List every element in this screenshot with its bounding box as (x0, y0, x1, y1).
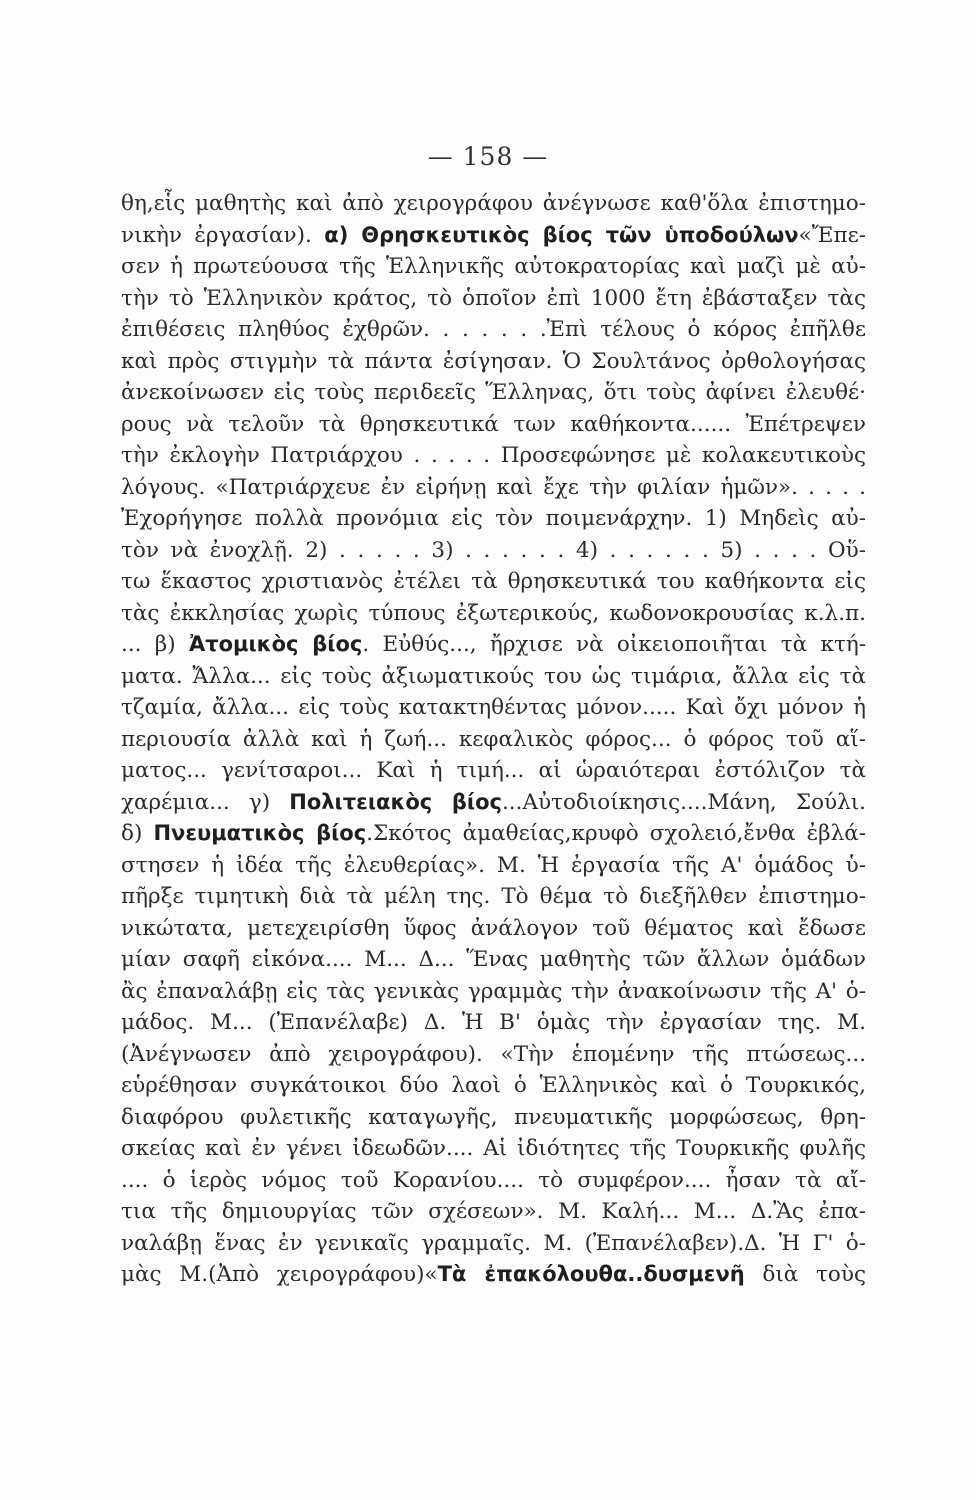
text-run: ...Αὐτοδιοίκησις....Μάνη, Σούλι. (501, 789, 866, 815)
bold-heading: Ἀτομικὸς βίος (188, 632, 363, 656)
text-line (121, 251, 866, 283)
text-run: διαφόρου φυλετικῆς καταγωγῆς, πνευματικῆς μορφώσεως, θρη- (121, 1104, 866, 1130)
text-run: περιουσία ἀλλὰ καὶ ἡ ζωή... κεφαλικὸς φόρος... ὁ φόρος τοῦ αἵ- (121, 726, 866, 752)
text-line (121, 377, 866, 409)
text-line (121, 1228, 866, 1260)
text-run: τια τῆς δημιουργίας τῶν σχέσεων». Μ. Καλή... Μ... Δ.Ἂς ἐπα- (121, 1199, 866, 1224)
text-run: δ) (121, 821, 154, 846)
text-run: «Ἔπε- (798, 222, 866, 248)
text-line (121, 1259, 866, 1291)
text-run: θη,εἷς μαθητὴς καὶ ἀπὸ χειρογράφου ἀνέγνωσε καθ'ὅλα ἐπιστημο- (121, 191, 866, 216)
bold-heading: Τὰ ἐπακόλουθα..δυσμενῆ (437, 1262, 745, 1286)
text-line (121, 881, 866, 913)
text-line (121, 503, 866, 535)
bold-heading: α) Θρησκευτικὸς βίος τῶν ὑποδούλων (324, 222, 799, 247)
text-line (121, 535, 866, 567)
text-line (121, 1007, 866, 1039)
text-run: τω ἕκαστος χριστιανὸς ἐτέλει τὰ θρησκευτικά του καθήκοντα εἰς (121, 569, 866, 594)
text-line (121, 314, 866, 346)
text-run: στησεν ἡ ἰδέα τῆς ἐλευθερίας». Μ. Ἡ ἐργασία τῆς Α' ὁμάδος ὑ- (121, 852, 866, 878)
text-run: ἀνεκοίνωσεν εἰς τοὺς περιδεεῖς Ἕλληνας, ὅτι τοὺς ἀφίνει ἐλευθέ· (121, 380, 866, 405)
text-run: . Εὐθύς..., ἤρχισε νὰ οἰκειοποιῆται τὰ κτή- (362, 632, 866, 657)
text-run: ἂς ἐπαναλάβῃ εἰς τὰς γενικὰς γραμμὰς τὴν ἀνακοίνωσιν τῆς Α' ὁ- (121, 978, 866, 1004)
text-run: ... β) (121, 632, 189, 657)
text-run: νικώτατα, μετεχειρίσθη ὕφος ἀνάλογον τοῦ θέματος καὶ ἔδωσε (121, 915, 866, 941)
text-run: μάδος. Μ... (Ἐπανέλαβε) Δ. Ἡ Β' ὁμὰς τὴν ἐργασίαν της. Μ. (121, 1010, 866, 1035)
text-run: σεν ἡ πρωτεύουσα τῆς Ἑλληνικῆς αὐτοκρατορίας καὶ μαζὶ μὲ αὐ- (121, 254, 866, 279)
text-run: διὰ τοὺς (744, 1262, 866, 1287)
text-run: ἐπιθέσεις πληθύος ἐχθρῶν. . . . . . .Ἐπὶ τέλους ὁ κόρος ἐπῆλθε (121, 317, 866, 342)
page-number: — 158 — (427, 142, 549, 171)
text-line (121, 1039, 866, 1071)
text-line (121, 850, 866, 882)
text-run: μίαν σαφῆ εἰκόνα.... Μ... Δ... Ἕνας μαθητὴς τῶν ἄλλων ὁμάδων (121, 947, 866, 972)
text-run: εὑρέθησαν συγκάτοικοι δύο λαοὶ ὁ Ἑλληνικὸς καὶ ὁ Τουρκικός, (121, 1073, 866, 1098)
text-line (121, 1133, 866, 1165)
text-line (121, 1070, 866, 1102)
text-line (121, 220, 866, 252)
text-line (121, 409, 866, 441)
text-run: .Σκότος ἀμαθείας,κρυφὸ σχολειό,ἔνθα ἐβλά- (366, 821, 866, 846)
text-line (121, 188, 866, 220)
text-run: τζαμία, ἄλλα... εἰς τοὺς κατακτηθέντας μόνον..... Καὶ ὄχι μόνον ἡ (121, 695, 866, 720)
text-line (121, 692, 866, 724)
bold-heading: Πνευματικὸς βίος (153, 821, 367, 845)
text-line (121, 818, 866, 850)
text-line (121, 787, 866, 819)
bold-heading: Πολιτειακὸς βίος (289, 789, 502, 814)
text-line (121, 566, 866, 598)
text-run: χαρέμια... γ) (121, 789, 290, 815)
text-line (121, 976, 866, 1008)
text-line (121, 472, 866, 504)
text-line (121, 440, 866, 472)
text-run: ματα. Ἄλλα... εἰς τοὺς ἀξιωματικούς του ὡς τιμάρια, ἄλλα εἰς τὰ (121, 663, 866, 689)
text-run: σκείας καὶ ἐν γένει ἰδεωδῶν.... Αἱ ἰδιότητες τῆς Τουρκικῆς φυλῆς (121, 1136, 866, 1161)
text-run: .... ὁ ἱερὸς νόμος τοῦ Κορανίου.... τὸ συμφέρον.... ἦσαν τὰ αἴ- (121, 1167, 866, 1193)
text-line (121, 913, 866, 945)
text-run: Ἐχορήγησε πολλὰ προνόμια εἰς τὸν ποιμενάρχην. 1) Μηδεὶς αὐ- (121, 506, 866, 531)
text-line (121, 944, 866, 976)
text-run: ναλάβῃ ἕνας ἐν γενικαῖς γραμμαῖς. Μ. (Ἐπανέλαβεν).Δ. Ἡ Γ' ὁ- (121, 1230, 866, 1256)
text-run: τὸν νὰ ἐνοχλῇ. 2) . . . . . 3) . . . . . . 4) . . . . . . 5) . . . . Οὕ- (121, 537, 866, 563)
text-run: ρους νὰ τελοῦν τὰ θρησκευτικά των καθήκοντα...... Ἐπέτρεψεν (121, 411, 866, 437)
text-line (121, 724, 866, 756)
text-line (121, 598, 866, 630)
text-run: τὴν τὸ Ἑλληνικὸν κράτος, τὸ ὁποῖον ἐπὶ 1000 ἔτη ἐβάσταξεν τὰς (121, 285, 866, 311)
text-line (121, 1102, 866, 1134)
text-line (121, 283, 866, 315)
body-text (121, 188, 866, 1291)
text-line (121, 1165, 866, 1197)
text-line (121, 755, 866, 787)
text-run: ματος... γενίτσαροι... Καὶ ἡ τιμή... αἱ ὡραιότεραι ἐστόλιζον τὰ (121, 758, 866, 783)
text-line (121, 661, 866, 693)
text-line (121, 1196, 866, 1228)
text-run: νικὴν ἐργασίαν). (121, 222, 325, 248)
text-line (121, 346, 866, 378)
text-run: τὰς ἐκκλησίας χωρὶς τύπους ἐξωτερικούς, κωδονοκρουσίας κ.λ.π. (121, 600, 866, 626)
text-run: πῆρξε τιμητικὴ διὰ τὰ μέλη της. Τὸ θέμα τὸ διεξῆλθεν ἐπιστημο- (121, 884, 866, 909)
text-run: (Ἀνέγνωσεν ἀπὸ χειρογράφου). «Τὴν ἑπομένην τῆς πτώσεως... (121, 1041, 866, 1067)
text-run: καὶ πρὸς στιγμὴν τὰ πάντα ἐσίγησαν. Ὁ Σουλτάνος ὀρθολογήσας (121, 348, 866, 374)
text-run: τὴν ἐκλογὴν Πατριάρχου . . . . . Προσεφώνησε μὲ κολακευτικοὺς (121, 443, 866, 468)
text-run: μὰς Μ.(Ἀπὸ χειρογράφου)« (121, 1262, 438, 1287)
text-run: λόγους. «Πατριάρχευε ἐν εἰρήνῃ καὶ ἔχε τὴν φιλίαν ἡμῶν». . . . . (121, 474, 866, 500)
text-line (121, 629, 866, 661)
